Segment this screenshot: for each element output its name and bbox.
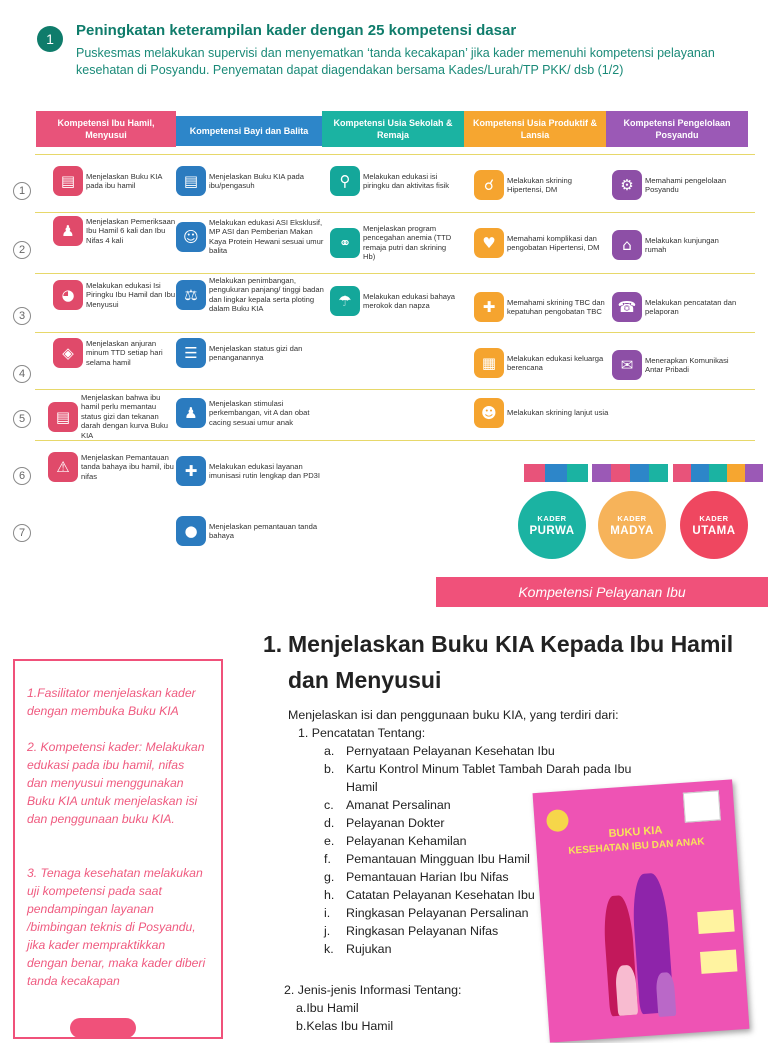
competency-text: Menjelaskan Pemantauan tanda bahaya ibu hamil, ibu nifas [81, 452, 174, 481]
row-number: 2 [13, 241, 31, 259]
competency-produktif-3 [474, 292, 610, 322]
note-3: 3. Tenaga kesehatan melakukan uji kompetensi pada saat pendampingan layanan /bimbingan teknis di Posyandu, jika kader mempraktikkan dengan benar, maka kader diberi tanda kecakapan [27, 866, 206, 988]
vaccine-icon: ✚ [176, 456, 206, 486]
notes-button[interactable] [70, 1018, 136, 1038]
column-header-ibu: Kompetensi Ibu Hamil, Menyusui [36, 111, 176, 147]
badge-line2: MADYA [610, 525, 654, 537]
ministry-logo-icon [546, 809, 569, 832]
competency-text: Melakukan edukasi layanan imunisasi rutin lengkap dan PD3I [209, 461, 321, 480]
row-divider [35, 212, 755, 213]
house-icon: ⌂ [612, 230, 642, 260]
row-number: 5 [13, 410, 31, 428]
row-number: 1 [13, 182, 31, 200]
section2 [284, 981, 461, 1035]
medicine-icon: ✚ [474, 292, 504, 322]
competency-bayi-2 [176, 218, 326, 256]
column-header-remaja: Kompetensi Usia Sekolah & Remaja [322, 111, 464, 147]
competency-text: Menjelaskan Buku KIA pada ibu hamil [86, 171, 162, 190]
book-subtitle: KESEHATAN IBU DAN ANAK [568, 836, 705, 857]
list-item: h. Catatan Pelayanan Kesehatan Ibu [324, 888, 535, 902]
drop-icon: ◈ [53, 338, 83, 368]
book-icon: ▤ [176, 166, 206, 196]
magnifier-icon: ☌ [474, 170, 504, 200]
row-divider [35, 273, 755, 274]
book-icon: ▤ [53, 166, 83, 196]
competency-text: Menjelaskan Buku KIA pada ibu/pengasuh [209, 171, 304, 190]
list-item: d. Pelayanan Dokter [324, 816, 445, 830]
list-item: a. Pernyataan Pelayanan Kesehatan Ibu [324, 744, 555, 758]
competency-bayi-7 [176, 516, 326, 546]
column-header-produktif: Kompetensi Usia Produktif & Lansia [464, 111, 606, 147]
badge-stripe-utama [673, 464, 763, 482]
competency-bayi-1 [176, 166, 326, 196]
competency-remaja-3 [330, 286, 460, 316]
row-divider [35, 332, 755, 333]
competency-text: Memahami skrining TBC dan kepatuhan pengobatan TBC [507, 297, 605, 316]
pregnant-icon: ♟ [53, 216, 83, 246]
book-tag [697, 910, 734, 934]
mother-baby-icon: ☺ [176, 222, 206, 252]
header-number-badge: 1 [37, 26, 63, 52]
competency-ibu-1 [53, 166, 177, 196]
badge-line1: KADER [699, 514, 729, 523]
badge-line1: KADER [617, 514, 647, 523]
badge-line2: PURWA [529, 525, 575, 537]
row-number: 4 [13, 365, 31, 383]
competency-bayi-5 [176, 398, 326, 428]
row-number: 6 [13, 467, 31, 485]
book-title: BUKU KIA [608, 824, 663, 841]
competency-text: Memahami pengelolaan Posyandu [645, 175, 727, 194]
badge-stripe-purwa [524, 464, 588, 482]
elderly-icon: ☻ [474, 398, 504, 428]
competency-bayi-3 [176, 276, 326, 314]
book-tag [700, 949, 737, 973]
phone-icon: ☎ [612, 292, 642, 322]
competency-ibu-4 [53, 338, 177, 368]
row-number: 3 [13, 307, 31, 325]
column-header-posyandu: Kompetensi Pengelolaan Posyandu [606, 111, 748, 147]
competency-produktif-5 [474, 398, 610, 428]
thermometer-icon: ● [176, 516, 206, 546]
badge-kader-utama [680, 491, 748, 559]
competency-text: Menerapkan Komunikasi Antar Pribadi [645, 355, 729, 374]
stethoscope-icon: ⚭ [330, 228, 360, 258]
bowl-icon: ◕ [53, 280, 83, 310]
competency-text: Memahami komplikasi dan pengobatan Hipertensi, DM [507, 233, 600, 252]
badge-line2: UTAMA [692, 525, 736, 537]
list-item: c. Amanat Persalinan [324, 798, 451, 812]
row-divider [35, 440, 755, 441]
competency-text: Menjelaskan stimulasi perkembangan, vit A dan obat cacing sesuai umur anak [209, 398, 310, 427]
badge-line1: KADER [537, 514, 567, 523]
competency-bayi-6 [176, 456, 326, 486]
competency-text: Melakukan kunjungan rumah [645, 235, 719, 254]
row-number: 7 [13, 524, 31, 542]
family-illustration-icon [601, 872, 681, 1027]
scale-icon: ⚖ [176, 280, 206, 310]
column-header-bayi: Kompetensi Bayi dan Balita [176, 116, 322, 146]
competency-produktif-2 [474, 228, 610, 258]
row-divider [35, 389, 755, 390]
competency-produktif-4 [474, 348, 610, 378]
competency-ibu-2 [53, 216, 177, 246]
competency-ibu-5 [48, 393, 178, 440]
note-1: 1.Fasilitator menjelaskan kader dengan membuka Buku KIA [27, 686, 196, 718]
list-item: a.Ibu Hamil [296, 1001, 359, 1015]
competency-ibu-6 [48, 452, 178, 482]
list-item: g. Pemantauan Harian Ibu Nifas [324, 870, 509, 884]
heart-icon: ♥ [474, 228, 504, 258]
note-2: 2. Kompetensi kader: Melakukan edukasi pada ibu hamil, nifas dan menyusui menggunakan Buku KIA untuk menjelaskan isi dan penggunaan buku KIA. [27, 740, 205, 826]
children-icon: ♟ [176, 398, 206, 428]
list-item: e. Pelayanan Kehamilan [324, 834, 467, 848]
competency-posyandu-4 [612, 350, 748, 380]
main-title [263, 626, 763, 698]
badge-stripe-madya [592, 464, 668, 482]
competency-text: Melakukan edukasi bahaya merokok dan napza [363, 291, 456, 310]
intro-text: Menjelaskan isi dan penggunaan buku KIA, yang terdiri dari: [288, 708, 619, 722]
page-header [0, 0, 768, 105]
competency-posyandu-1 [612, 170, 742, 200]
pills-icon: ▦ [474, 348, 504, 378]
competency-ibu-3 [53, 280, 177, 310]
competency-text: Melakukan pencatatan dan pelaporan [645, 297, 737, 316]
competency-text: Menjelaskan Pemeriksaan Ibu Hamil 6 kali dan Ibu Nifas 4 kali [86, 216, 176, 245]
section2-heading: 2. Jenis-jenis Informasi Tentang: [284, 983, 462, 997]
competency-text: Menjelaskan program pencegahan anemia (TTD remaja putri dan skrining Hb) [363, 224, 452, 262]
section1-heading: 1. Pencatatan Tentang: [298, 726, 426, 740]
section-bar: Kompetensi Pelayanan Ibu [436, 577, 768, 607]
competency-text: Melakukan penimbangan, pengukuran panjang/ tinggi badan dan lingkar kepala serta ploting dalam Buku KIA [209, 276, 324, 314]
id-box [683, 790, 721, 822]
competency-posyandu-3 [612, 292, 742, 322]
competency-text: Melakukan skrining lanjut usia [507, 408, 609, 418]
clipboard-icon: ☰ [176, 338, 206, 368]
gear-icon: ⚙ [612, 170, 642, 200]
badge-kader-purwa [518, 491, 586, 559]
competency-text: Menjelaskan bahwa ibu hamil perlu memantau status gizi dan tekanan darah dengan kurva Buku KIA [81, 393, 168, 440]
badge-kader-madya [598, 491, 666, 559]
competency-text: Melakukan edukasi Isi Piringku Ibu Hamil dan Ibu Menyusui [86, 280, 176, 309]
competency-remaja-1 [330, 166, 460, 196]
competency-text: Melakukan edukasi keluarga berencana [507, 353, 604, 372]
list-item: i. Ringkasan Pelayanan Persalinan [324, 906, 529, 920]
competency-text: Melakukan edukasi isi piringku dan aktivitas fisik [363, 171, 450, 190]
shield-icon: ☂ [330, 286, 360, 316]
warning-icon: ⚠ [48, 452, 78, 482]
competency-text: Menjelaskan anjuran minum TTD setiap hari selama hamil [86, 338, 163, 367]
list-item: b.Kelas Ibu Hamil [296, 1019, 394, 1033]
competency-remaja-2 [330, 224, 460, 262]
list-item: f. Pemantauan Mingguan Ibu Hamil [324, 852, 530, 866]
row-divider [35, 154, 755, 155]
competency-text: Melakukan skrining Hipertensi, DM [507, 175, 572, 194]
chart-icon: ▤ [48, 402, 78, 432]
competency-text: Menjelaskan pemantauan tanda bahaya [209, 521, 318, 540]
header-title: Peningkatan keterampilan kader dengan 25 kompetensi dasar [76, 22, 517, 39]
utensils-icon: ⚲ [330, 166, 360, 196]
main-title-number: 1. [263, 631, 283, 657]
competency-text: Melakukan edukasi ASI Eksklusif, MP ASI dan Pemberian Makan Kaya Protein Hewani sesuai umur balita [209, 218, 324, 256]
list-item: k. Rujukan [324, 942, 392, 956]
competency-text: Menjelaskan status gizi dan penanganannya [209, 343, 303, 362]
chat-icon: ✉ [612, 350, 642, 380]
main-title-text: Menjelaskan Buku KIA Kepada Ibu Hamil dan Menyusui [288, 631, 734, 693]
competency-produktif-1 [474, 170, 610, 200]
buku-kia-cover [533, 779, 750, 1042]
competency-bayi-4 [176, 338, 326, 368]
header-subtitle: Puskesmas melakukan supervisi dan menyematkan ‘tanda kecakapan’ jika kader memenuhi kompetensi pelayanan kesehatan di Posyandu. Penyematan dapat diagendakan bersama Kades/Lurah/TP PKK/ dsb (1/2) [76, 46, 715, 77]
list-item: b. Kartu Kontrol Minum Tablet Tambah Darah pada Ibu Hamil [324, 762, 632, 794]
list-item: j. Ringkasan Pelayanan Nifas [324, 924, 499, 938]
competency-posyandu-2 [612, 230, 742, 260]
